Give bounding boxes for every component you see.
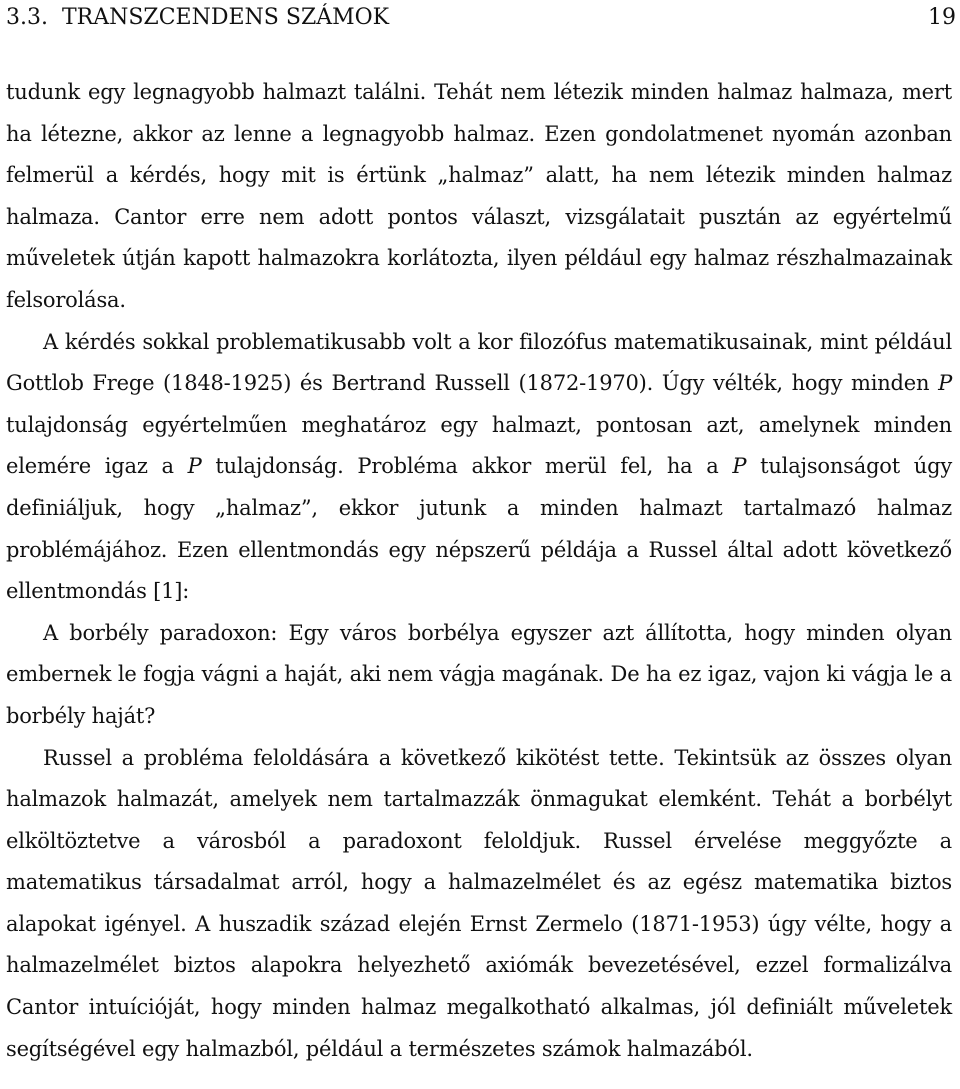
section-title: TRANSZCENDENS SZÁMOK bbox=[61, 5, 390, 30]
paragraph-2-text-c: tulajdonság. Probléma akkor merül fel, ha a bbox=[201, 454, 733, 479]
paragraph-2-text-b: tulajdonság egyértelműen meghatároz egy halmazt, pontosan azt, amelynek minden elemére igaz a bbox=[6, 412, 952, 479]
math-variable-p: P bbox=[938, 371, 952, 396]
paragraph-3-barber-paradox: A borbély paradoxon: Egy város borbélya egyszer azt állította, hogy minden olyan embernek le fogja vágni a haját, aki nem vágja magának. De ha ez igaz, vajon ki vágja le a borbély haját? bbox=[6, 620, 952, 728]
paragraph-1: tudunk egy legnagyobb halmazt találni. Tehát nem létezik minden halmaz halmaza, mert ha létezne, akkor az lenne a legnagyobb halmaz. Ezen gondolatmenet nyomán azonban felmerül a kérdés, hogy mit is értünk „halmaz” alatt, ha nem létezik minden halmaz halmaza. Cantor erre nem adott pontos választ, vizsgálatait pusztán az egyértelmű műveletek útján kapott halmazokra korlátozta, ilyen például egy halmaz részhalmazainak felsorolása. bbox=[6, 80, 952, 312]
section-number: 3.3. bbox=[6, 5, 48, 30]
math-variable-p: P bbox=[187, 454, 202, 479]
body-text bbox=[6, 72, 952, 1070]
math-variable-p: P bbox=[732, 454, 747, 479]
paragraph-4: Russel a probléma feloldására a következő kikötést tette. Tekintsük az összes olyan halmazok halmazát, amelyek nem tartalmazzák önmagukat elemként. Tehát a borbélyt elköltöztetve a városból a paradoxont feloldjuk. Russel érvelése meggyőzte a matematikus társadalmat arról, hogy a halmazelmélet és az egész matematika biztos alapokat igényel. A huszadik század elején Ernst Zermelo (1871-1953) úgy vélte, hogy a halmazelmélet biztos alapokra helyezhető axiómák bevezetésével, ezzel formalizálva Cantor intuícióját, hogy minden halmaz megalkotható alkalmas, jól definiált műveletek segítségével egy halmazból, például a természetes számok halmazából. bbox=[6, 745, 952, 1061]
running-header bbox=[6, 3, 956, 33]
page-number: 19 bbox=[928, 5, 956, 30]
paragraph-2-text-d: tulajsonságot úgy definiáljuk, hogy „halmaz”, ekkor jutunk a minden halmazt tartalmazó halmaz problémájához. Ezen ellentmondás egy népszerű példája a Russel által adott következő ellentmondás [1]: bbox=[6, 454, 953, 604]
paragraph-2-text-a: A kérdés sokkal problematikusabb volt a kor filozófus matematikusainak, mint például Gottlob Frege (1848-1925) és Bertrand Russell (1872-1970). Úgy vélték, hogy minden bbox=[6, 329, 952, 396]
paragraph-2 bbox=[6, 322, 952, 613]
